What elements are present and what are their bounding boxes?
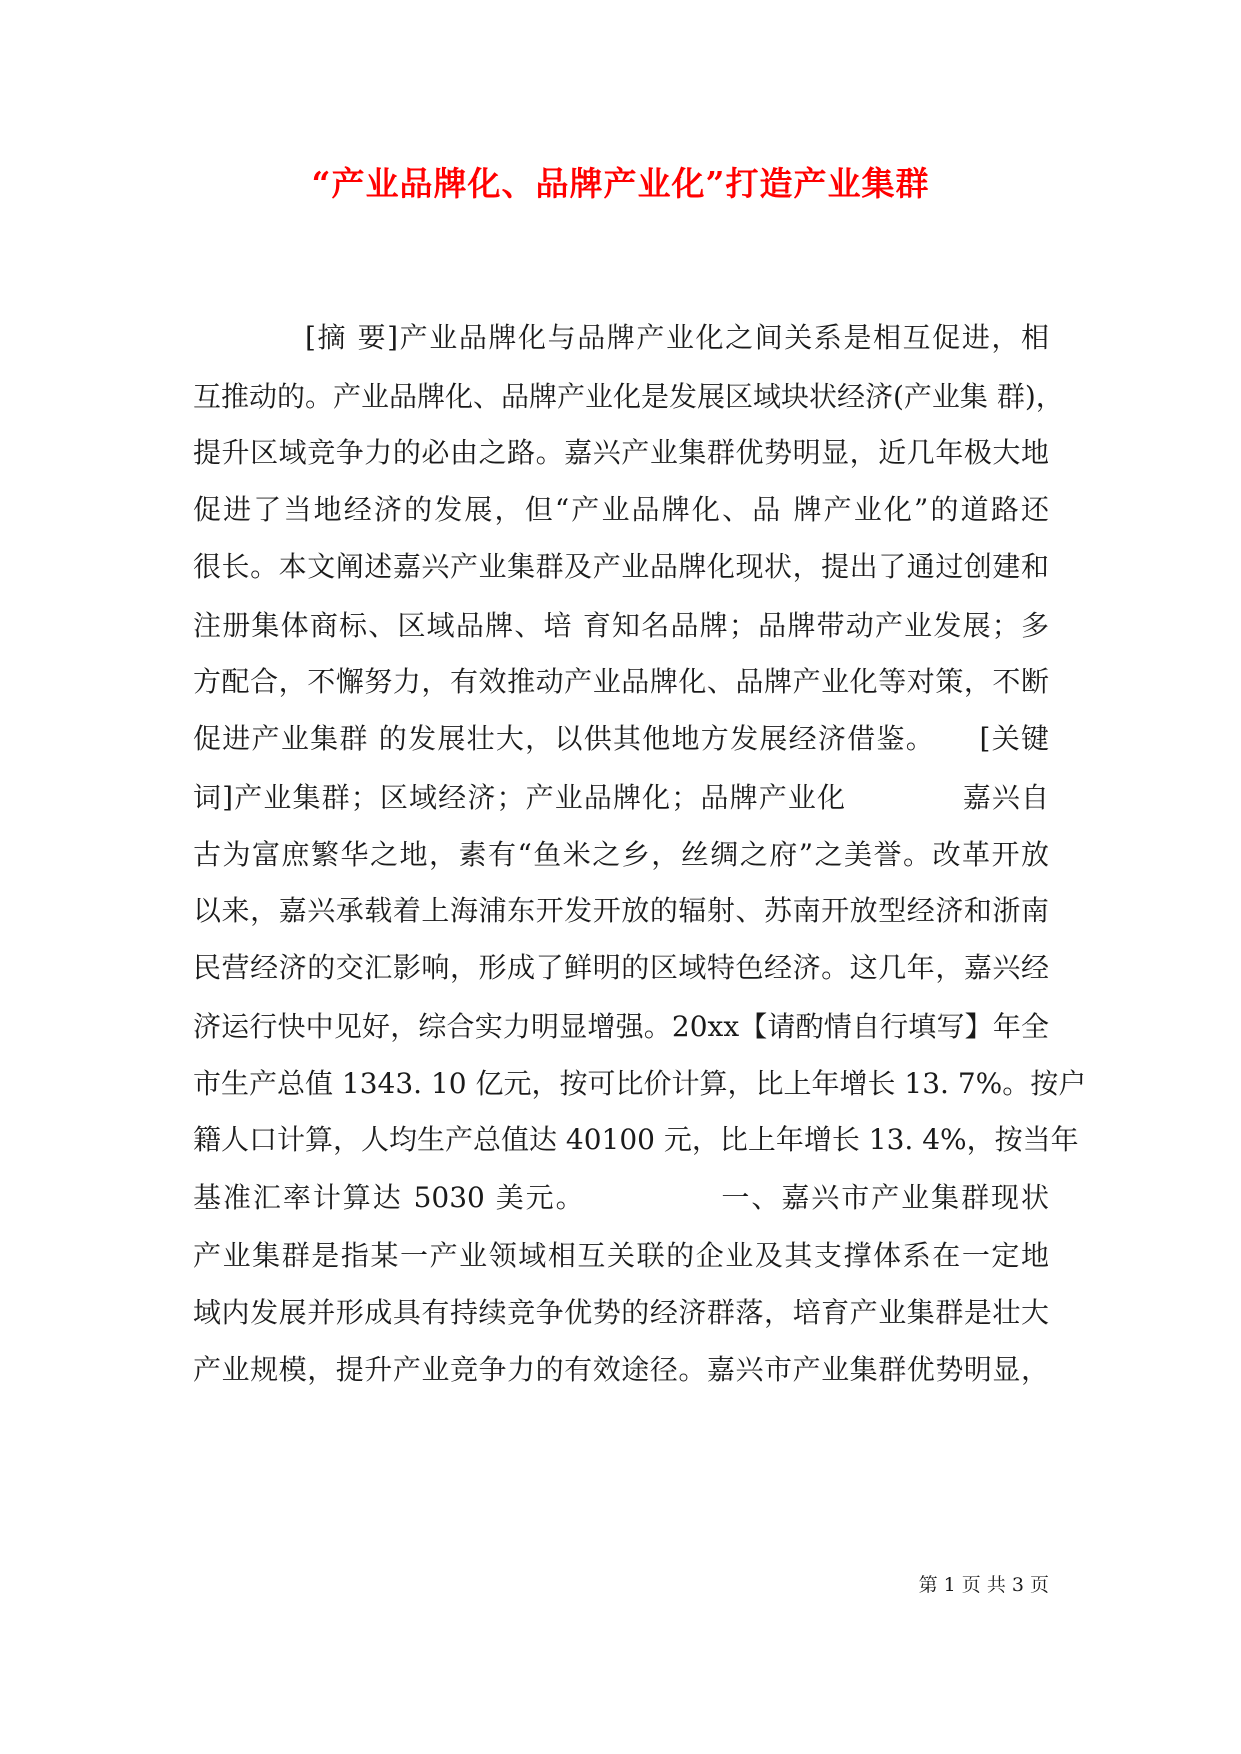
body-line: 以来，嘉兴承载着上海浦东开发开放的辐射、苏南开放型经济和浙南 <box>193 894 1049 927</box>
body-line: 籍人口计算，人均生产总值达 40100 元，比上年增长 13. 4%，按当年 <box>193 1123 1079 1156</box>
page-number: 第 1 页 共 3 页 <box>918 1574 1049 1596</box>
body-line: 基准汇率计算达 5030 美元。 一、嘉兴市产业集群现状 <box>193 1181 1049 1214</box>
body-line: 域内发展并形成具有持续竞争优势的经济群落，培育产业集群是壮大 <box>193 1296 1049 1329</box>
body-line: 互推动的。产业品牌化、品牌产业化是发展区域块状经济(产业集 群)， <box>193 380 1064 413</box>
document-title: “产业品牌化、品牌产业化”打造产业集群 <box>311 164 930 203</box>
body-line: 产业规模，提升产业竞争力的有效途径。嘉兴市产业集群优势明显， <box>193 1353 1049 1386</box>
body-line: 民营经济的交汇影响，形成了鲜明的区域特色经济。这几年，嘉兴经 <box>193 951 1049 984</box>
body-line: 注册集体商标、区域品牌、培 育知名品牌；品牌带动产业发展；多 <box>193 609 1049 642</box>
body-line: 提升区域竞争力的必由之路。嘉兴产业集群优势明显，近几年极大地 <box>193 436 1049 469</box>
body-line: 词]产业集群；区域经济；产业品牌化；品牌产业化 嘉兴自 <box>193 781 1049 814</box>
body-line: 济运行快中见好，综合实力明显增强。20xx【请酌情自行填写】年全 <box>193 1010 1049 1043</box>
body-line: 促进了当地经济的发展，但“产业品牌化、品 牌产业化”的道路还 <box>193 493 1049 526</box>
body-line: 促进产业集群 的发展壮大，以供其他地方发展经济借鉴。 [关键 <box>193 722 1049 755</box>
body-line: 很长。本文阐述嘉兴产业集群及产业品牌化现状，提出了通过创建和 <box>193 550 1049 583</box>
body-line: 古为富庶繁华之地，素有“鱼米之乡，丝绸之府”之美誉。改革开放 <box>193 838 1049 871</box>
body-line: [摘 要]产业品牌化与品牌产业化之间关系是相互促进，相 <box>305 321 1049 354</box>
body-line: 产业集群是指某一产业领域相互关联的企业及其支撑体系在一定地 <box>193 1239 1049 1272</box>
body-line: 市生产总值 1343. 10 亿元，按可比价计算，比上年增长 13. 7%。按户 <box>193 1067 1087 1100</box>
body-line: 方配合，不懈努力，有效推动产业品牌化、品牌产业化等对策，不断 <box>193 665 1049 698</box>
